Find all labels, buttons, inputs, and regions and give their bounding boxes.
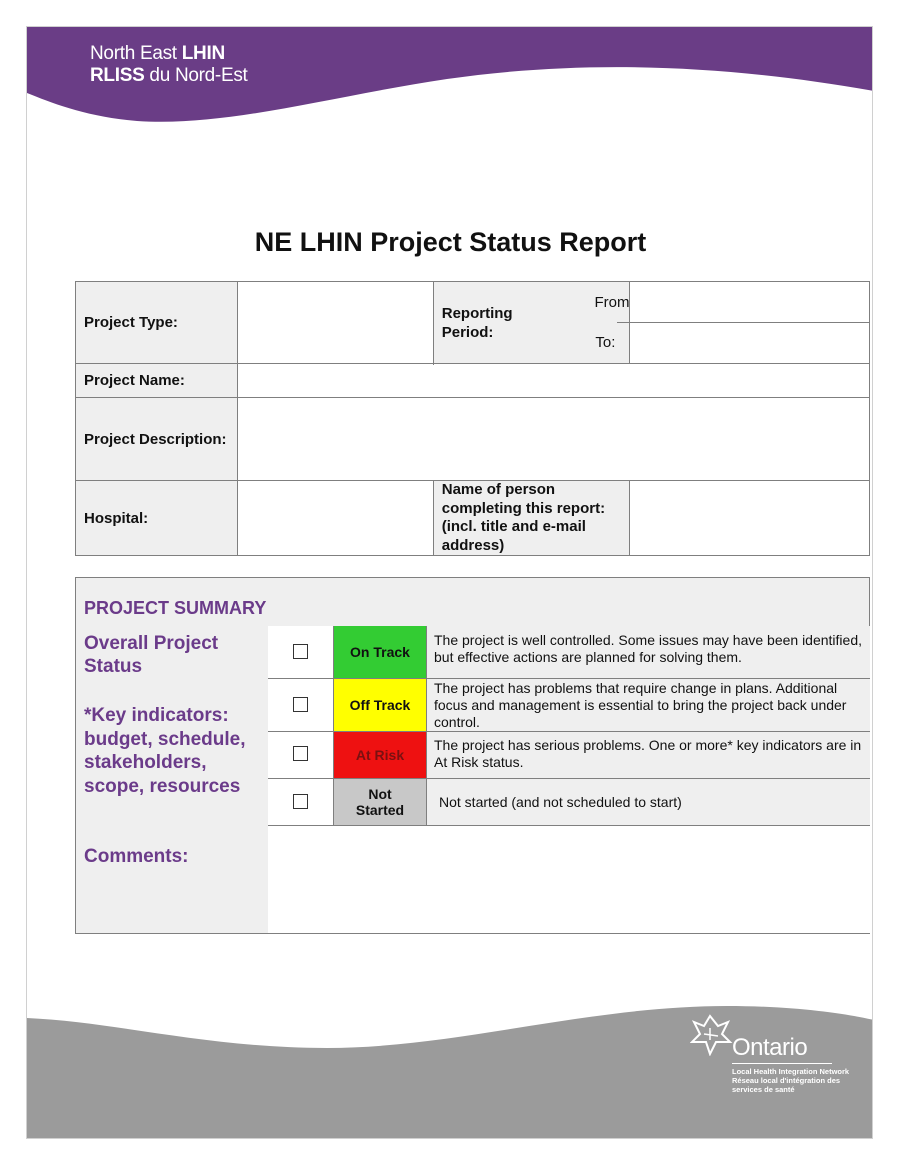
- page-title: NE LHIN Project Status Report: [254, 227, 647, 257]
- summary-left-column: [76, 626, 269, 933]
- off-track-badge: Off Track: [334, 679, 427, 731]
- to-label: To:: [595, 334, 616, 351]
- checkbox-cell: [268, 732, 334, 778]
- status-row-on-track: [268, 626, 870, 679]
- hospital-field[interactable]: [238, 481, 434, 556]
- trillium-icon: [690, 1012, 734, 1056]
- project-type-label: Project Type:: [76, 282, 238, 364]
- comments-label: Comments:: [84, 846, 189, 867]
- overall-status-label: Overall Project Status: [84, 633, 219, 677]
- checkbox-cell: [268, 679, 334, 731]
- summary-heading: PROJECT SUMMARY: [84, 598, 267, 618]
- ontario-subtitle-fr: Réseau local d'intégration des services de santé: [732, 1076, 841, 1094]
- reporting-period-label: Reporting Period:: [441, 304, 513, 341]
- off-track-checkbox[interactable]: [293, 697, 308, 712]
- from-label: From: [594, 294, 630, 311]
- on-track-description: The project is well controlled. Some issues may have been identified, but effective actions are planned for solving them.: [427, 626, 870, 678]
- project-type-field[interactable]: [238, 282, 434, 364]
- at-risk-checkbox[interactable]: [293, 746, 308, 761]
- project-description-field[interactable]: [238, 398, 870, 481]
- status-row-not-started: [268, 779, 870, 826]
- on-track-checkbox[interactable]: [293, 644, 308, 659]
- hospital-label: Hospital:: [76, 481, 238, 556]
- project-name-field[interactable]: [238, 364, 870, 398]
- at-risk-description: The project has serious problems. One or more* key indicators are in At Risk status.: [427, 732, 870, 778]
- project-summary: [75, 577, 870, 934]
- not-started-checkbox[interactable]: [293, 794, 308, 809]
- comments-field[interactable]: [268, 826, 870, 933]
- ontario-subtitle: [732, 1067, 850, 1094]
- at-risk-badge: At Risk: [334, 732, 427, 778]
- status-row-off-track: [268, 679, 870, 732]
- project-description-label: Project Description:: [76, 398, 238, 481]
- on-track-badge: On Track: [334, 626, 427, 678]
- reporting-to-field[interactable]: [617, 322, 870, 363]
- project-name-label: Project Name:: [76, 364, 238, 398]
- ontario-rule: [732, 1063, 832, 1064]
- status-row-at-risk: [268, 732, 870, 779]
- not-started-badge: Not Started: [334, 779, 427, 825]
- report-page: [26, 26, 873, 1139]
- completed-by-field[interactable]: [630, 481, 870, 556]
- ontario-logo: [690, 1012, 850, 1122]
- key-indicators-label: *Key indicators: budget, schedule, stakeholders, scope, resources: [84, 705, 246, 797]
- checkbox-cell: [268, 779, 334, 825]
- ontario-subtitle-en: Local Health Integration Network: [732, 1067, 850, 1076]
- completed-by-label: Name of person completing this report: (incl. title and e-mail address): [433, 481, 630, 556]
- checkbox-cell: [268, 626, 334, 678]
- nelhin-logo: North East LHIN RLISS du Nord-Est: [90, 43, 248, 86]
- not-started-description: Not started (and not scheduled to start): [427, 779, 870, 825]
- off-track-description: The project has problems that require change in plans. Additional focus and management is essential to bring the project back under control.: [427, 679, 870, 731]
- summary-header: [76, 578, 869, 627]
- reporting-period-cell: [433, 282, 630, 364]
- ontario-wordmark: Ontario: [732, 1034, 808, 1061]
